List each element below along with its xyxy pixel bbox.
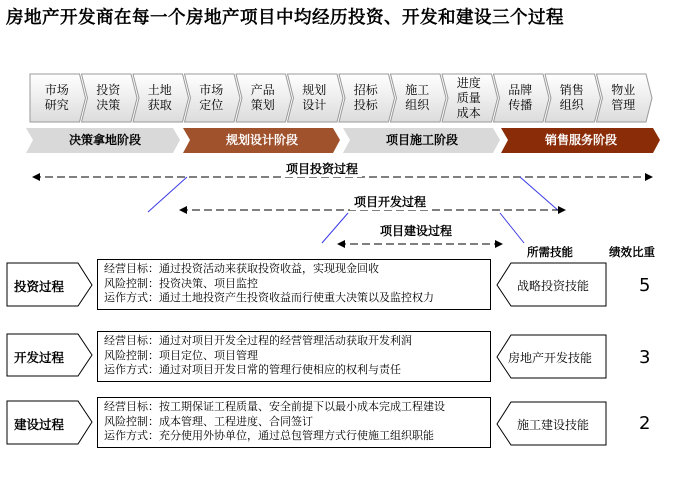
step-label-line: 定位: [199, 98, 224, 112]
construction-risk: 风险控制：成本管理、工程进度、合同签订: [104, 414, 313, 428]
investment-method: 运作方式：通过土地投资产生投资收益而行使重大决策以及监控权力: [104, 291, 434, 304]
ratio-development: 3: [639, 347, 651, 368]
step-label-line: 物业: [611, 83, 636, 97]
step-label-line: 市场: [199, 83, 224, 97]
step-label-line: 施工: [405, 83, 430, 97]
process-construction-label: 建设过程: [14, 417, 65, 432]
investment-span-label: 项目投资过程: [282, 160, 362, 177]
investment-goal: 经营目标：通过投资活动来获取投资收益，实现现金回收: [104, 262, 379, 275]
phase-label-construction: 项目施工阶段: [385, 133, 458, 147]
process-investment-description: [97, 259, 491, 310]
step-label-line: 土地: [147, 83, 172, 97]
investment-risk: 风险控制：投资决策、项目监控: [104, 276, 258, 290]
step-label-line: 研究: [44, 98, 69, 112]
ratio-investment: 5: [639, 275, 651, 296]
process-development-label: 开发过程: [14, 350, 65, 365]
step-label-line: 质量: [456, 90, 481, 105]
construction-goal: 经营目标：按工期保证工程质量、安全前提下以最小成本完成工程建设: [104, 400, 445, 413]
skill-development-label: 房地产开发技能: [508, 351, 593, 365]
process-investment-label: 投资过程: [14, 279, 65, 294]
step-label-line: 组织: [559, 98, 584, 112]
development-goal: 经营目标：通过对项目开发全过程的经营管理活动获取开发利润: [104, 334, 412, 347]
step-label-line: 规划: [302, 83, 327, 97]
step-label-line: 产品: [250, 83, 275, 97]
development-risk: 风险控制：项目定位、项目管理: [104, 348, 258, 362]
step-label-line: 管理: [611, 98, 636, 112]
step-label-line: 策划: [250, 98, 275, 112]
step-label-line: 进度: [456, 75, 481, 90]
step-label-line: 投资: [96, 83, 121, 97]
step-label-line: 招标: [353, 83, 378, 97]
step-label-line: 获取: [147, 98, 172, 112]
skill-investment-label: 战略投资技能: [517, 279, 590, 293]
step-label-line: 决策: [96, 98, 121, 112]
step-label-line: 市场: [44, 83, 69, 97]
phase-label-planning: 规划设计阶段: [225, 133, 298, 147]
step-label-line: 组织: [405, 98, 430, 112]
step-label-line: 成本: [456, 105, 481, 120]
page-title: 房地产开发商在每一个房地产项目中均经历投资、开发和建设三个过程: [6, 8, 564, 28]
construction-method: 运作方式：充分使用外协单位，通过总包管理方式行使施工组织职能: [104, 429, 434, 442]
development-method: 运作方式：通过对项目开发日常的管理行使相应的权利与责任: [104, 363, 401, 376]
ratio-construction: 2: [639, 413, 651, 434]
skill-header: 所需技能: [527, 245, 573, 259]
phase-label-sales: 销售服务阶段: [544, 133, 617, 147]
step-label-line: 品牌: [508, 83, 533, 97]
step-label-line: 销售: [559, 83, 584, 97]
step-label-line: 投标: [353, 98, 378, 112]
step-label-line: 设计: [302, 98, 327, 112]
step-label-line: 传播: [508, 98, 533, 112]
process-development-description: [97, 331, 491, 382]
development-span-label: 项目开发过程: [350, 193, 430, 210]
process-construction-description: [97, 397, 491, 448]
ratio-header: 绩效比重: [609, 245, 655, 259]
construction-span-label: 项目建设过程: [376, 222, 456, 239]
phase-label-decision: 决策拿地阶段: [68, 133, 141, 147]
skill-construction-label: 施工建设技能: [517, 418, 590, 432]
